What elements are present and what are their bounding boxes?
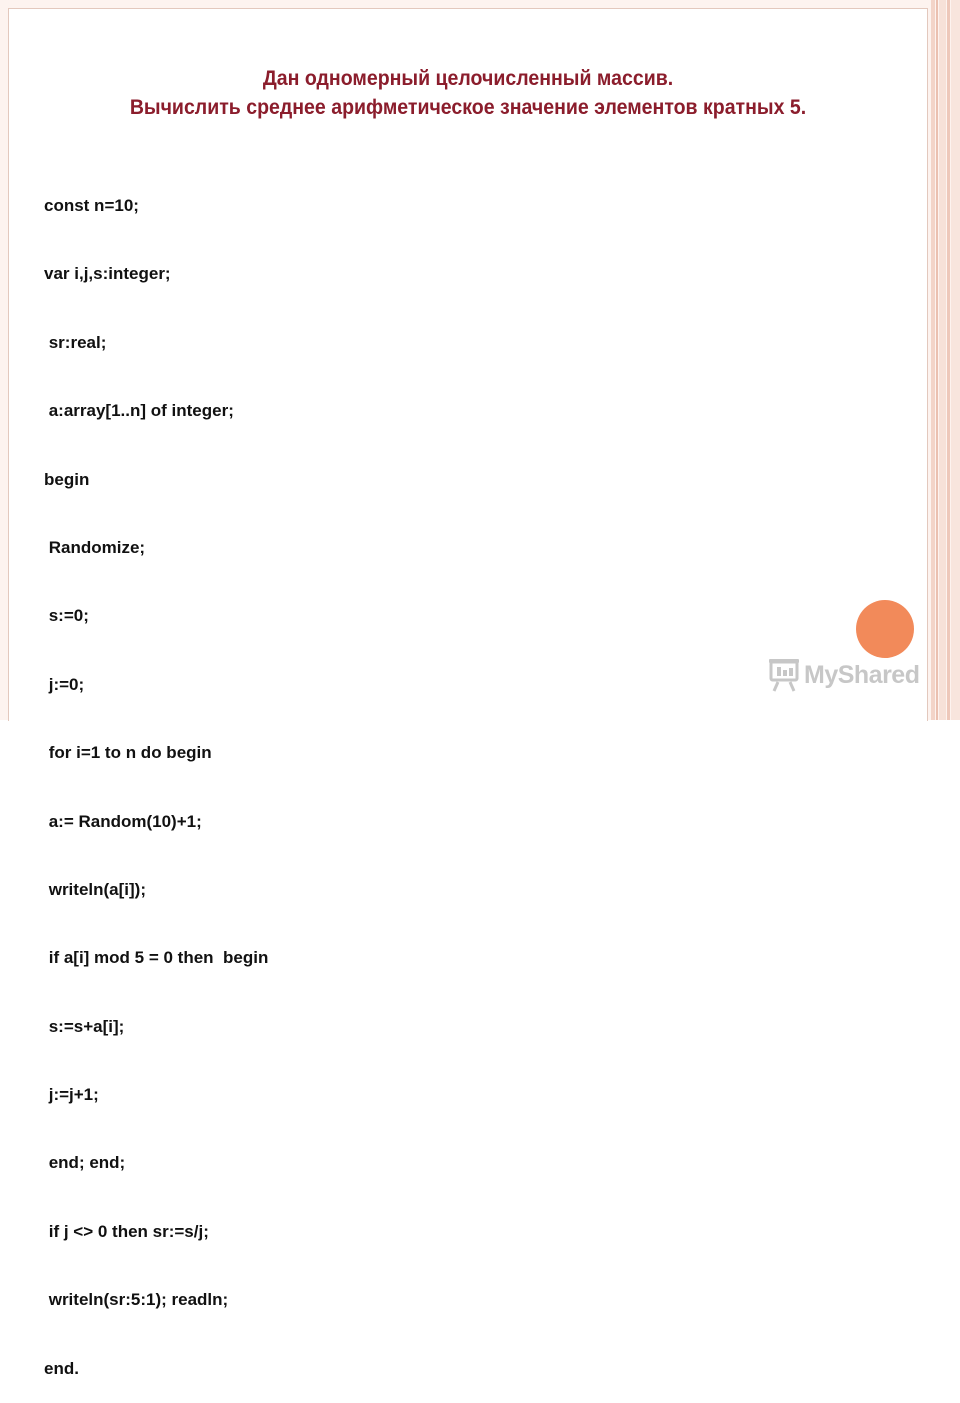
code-line: end. <box>44 1358 79 1378</box>
decor-stripe <box>936 0 938 720</box>
slide-title <box>33 64 903 122</box>
code-line: end; end; <box>44 1153 126 1173</box>
code-line: if j <> 0 then sr:=s/j; <box>44 1221 209 1241</box>
watermark-text: MyShared <box>804 660 920 689</box>
accent-circle <box>856 600 914 658</box>
projector-screen-icon <box>768 658 800 692</box>
code-line: a:= Random(10)+1; <box>44 811 202 831</box>
code-line: if a[i] mod 5 = 0 then begin <box>44 948 269 968</box>
code-line: const n=10; <box>44 196 139 215</box>
code-line: s:=s+a[i]; <box>44 1016 125 1036</box>
code-line: writeln(sr:5:1); readln; <box>44 1290 229 1310</box>
decor-stripe <box>931 0 935 720</box>
code-line: Randomize; <box>44 537 146 557</box>
title-line-2: Вычислить среднее арифметическое значение элементов кратных 5. <box>129 96 807 119</box>
title-line-1: Дан одномерный целочисленный массив. <box>262 67 674 90</box>
decor-stripe <box>951 0 960 720</box>
code-line: j:=j+1; <box>44 1085 99 1105</box>
code-block <box>44 152 268 1403</box>
code-line: s:=0; <box>44 606 89 626</box>
code-line: sr:real; <box>44 332 107 352</box>
code-line: a:array[1..n] of integer; <box>44 401 234 421</box>
code-line: begin <box>44 469 90 489</box>
code-line: var i,j,s:integer; <box>44 264 171 284</box>
code-line: writeln(a[i]); <box>44 879 146 899</box>
code-line: j:=0; <box>44 674 85 694</box>
decor-stripe <box>939 0 946 720</box>
watermark-logo[interactable] <box>768 655 919 695</box>
decor-stripe <box>947 0 950 720</box>
code-line: for i=1 to n do begin <box>44 743 212 763</box>
